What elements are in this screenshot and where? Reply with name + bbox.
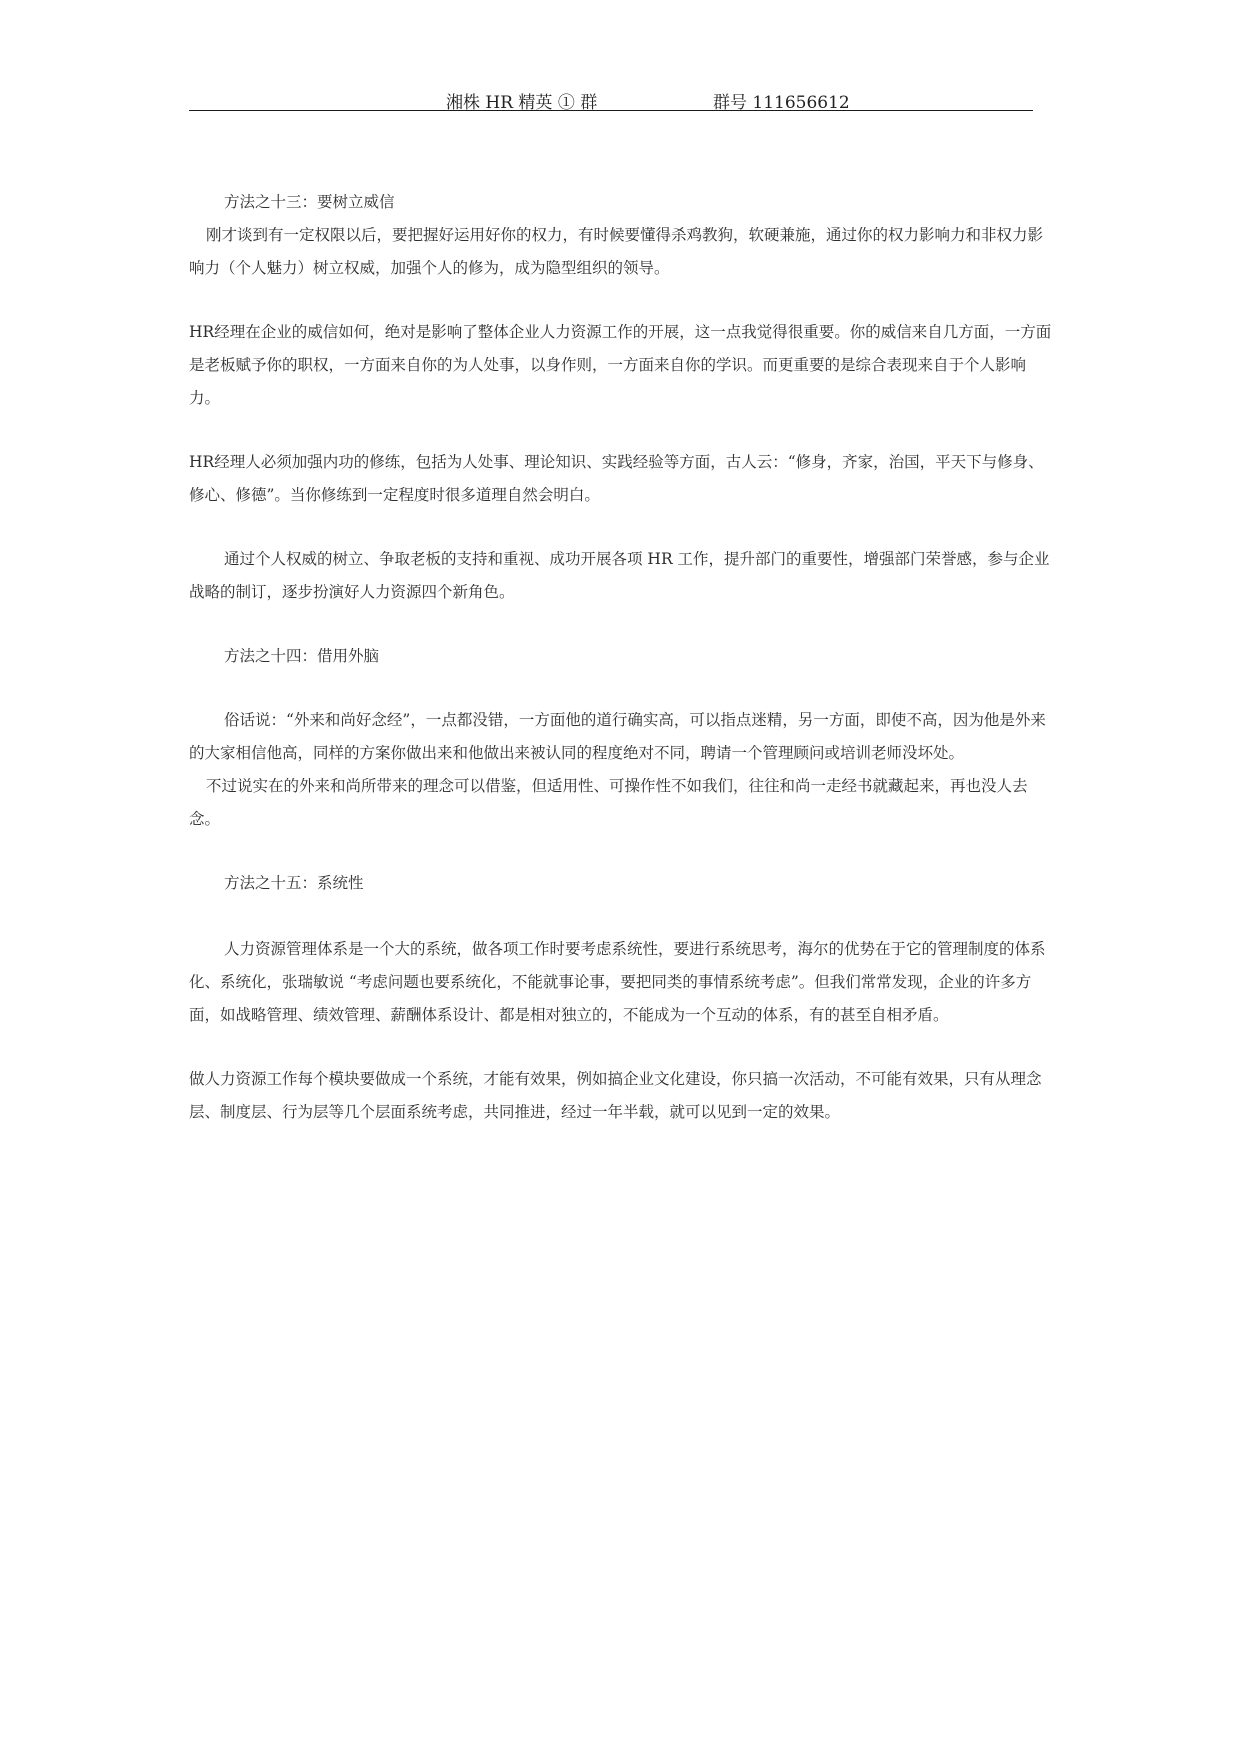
paragraph: 俗话说：“外来和尚好念经”，一点都没错，一方面他的道行确实高，可以指点迷精，另一方面，即使不高，因为他是外来的大家相信他高，同样的方案你做出来和他做出来被认同的程度绝对不同，聘请一个管理顾问或培训老师没坏处。 (189, 711, 1046, 762)
document-body (189, 186, 1055, 1129)
paragraph: HR经理在企业的威信如何，绝对是影响了整体企业人力资源工作的开展，这一点我觉得很重要。你的威信来自几方面，一方面是老板赋予你的职权，一方面来自你的为人处事，以身作则，一方面来自你的学识。而更重要的是综合表现来自于个人影响力。 (189, 323, 1052, 407)
section-heading-14: 方法之十四：借用外脑 (224, 647, 380, 665)
header-group-name: 湘株 HR 精英 ① 群 (446, 93, 598, 113)
paragraph: 不过说实在的外来和尚所带来的理念可以借鉴，但适用性、可操作性不如我们，往往和尚一走经书就藏起来，再也没人去念。 (189, 777, 1028, 828)
paragraph: HR经理人必须加强内功的修练，包括为人处事、理论知识、实践经验等方面，古人云：“修身，齐家，治国，平天下与修身、修心、修德”。当你修练到一定程度时很多道理自然会明白。 (189, 453, 1044, 504)
paragraph: 做人力资源工作每个模块要做成一个系统，才能有效果，例如搞企业文化建设，你只搞一次活动，不可能有效果，只有从理念层、制度层、行为层等几个层面系统考虑，共同推进，经过一年半载，就可以见到一定的效果。 (189, 1070, 1042, 1121)
section-heading-15: 方法之十五：系统性 (224, 874, 364, 892)
paragraph: 人力资源管理体系是一个大的系统，做各项工作时要考虑系统性，要进行系统思考，海尔的优势在于它的管理制度的体系化、系统化，张瑞敏说 “考虑问题也要系统化，不能就事论事，要把同类的事情系统考虑”。但我们常常发现，企业的许多方面，如战略管理、绩效管理、薪酬体系设计、都是相对独立的，不能成为一个互动的体系，有的甚至自相矛盾。 (189, 940, 1046, 1024)
paragraph: 通过个人权威的树立、争取老板的支持和重视、成功开展各项 HR 工作，提升部门的重要性，增强部门荣誉感，参与企业战略的制订，逐步扮演好人力资源四个新角色。 (189, 550, 1050, 601)
header-group-number: 群号 111656612 (713, 93, 850, 113)
section-heading-13: 方法之十三：要树立威信 (224, 193, 395, 211)
page-header (189, 88, 1033, 111)
paragraph: 刚才谈到有一定权限以后，要把握好运用好你的权力，有时候要懂得杀鸡教狗，软硬兼施，通过你的权力影响力和非权力影响力（个人魅力）树立权威，加强个人的修为，成为隐型组织的领导。 (189, 226, 1044, 277)
